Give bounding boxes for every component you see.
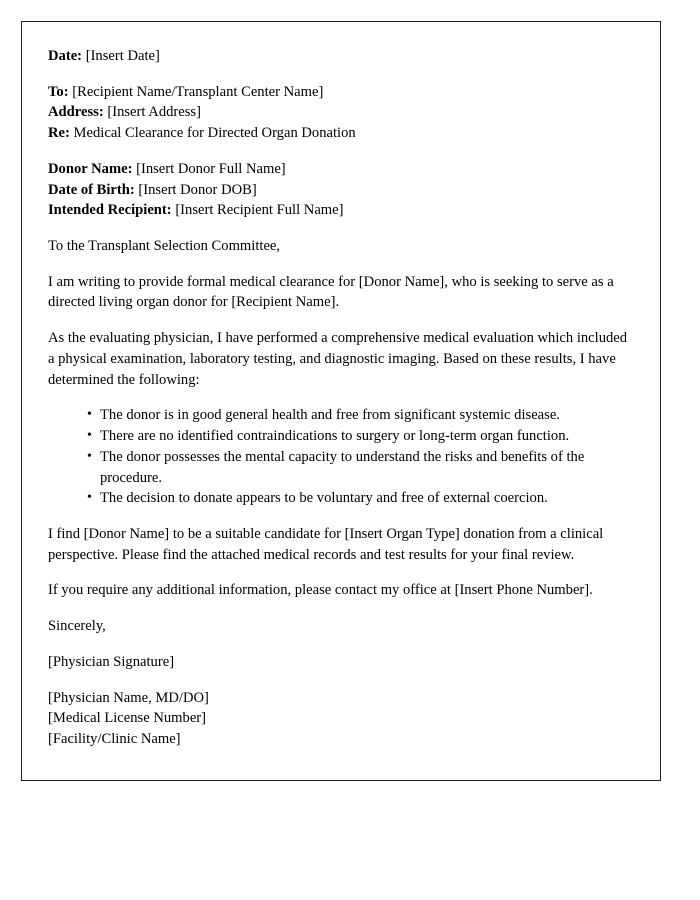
donor-name-label: Donor Name: <box>48 160 133 177</box>
date-of-birth-value: [Insert Donor DOB] <box>138 181 257 198</box>
paragraph-contact: If you require any additional information, please contact my office at [Insert Phone Number]. <box>48 582 593 599</box>
facility-clinic-name: [Facility/Clinic Name] <box>48 730 181 747</box>
salutation: To the Transplant Selection Committee, <box>48 238 281 255</box>
date-line <box>48 46 628 67</box>
addressee-block <box>48 82 628 144</box>
medical-license-number: [Medical License Number] <box>48 710 207 727</box>
re-value: Medical Clearance for Directed Organ Donation <box>73 125 356 142</box>
date-label: Date: <box>48 48 83 64</box>
date-of-birth-line <box>48 180 628 201</box>
re-label: Re: <box>48 125 70 142</box>
physician-name: [Physician Name, MD/DO] <box>48 689 209 706</box>
list-item: • There are no identified contraindications to surgery or long-term organ function. <box>88 426 628 447</box>
paragraph-conclusion: I find [Donor Name] to be a suitable candidate for [Insert Organ Type] donation from a clinical perspective. Please find the attached medical records and test results for your final review. <box>48 525 604 563</box>
list-item: • The donor is in good general health and free from significant systemic disease. <box>88 405 628 426</box>
paragraph-intent: I am writing to provide formal medical clearance for [Donor Name], who is seeking to serve as a directed living organ donor for [Recipient Name]. <box>48 273 614 311</box>
to-value: [Recipient Name/Transplant Center Name] <box>72 83 324 100</box>
intended-recipient-value: [Insert Recipient Full Name] <box>175 202 344 219</box>
address-line <box>48 102 628 123</box>
sign-off: Sincerely, <box>48 618 106 635</box>
intended-recipient-label: Intended Recipient: <box>48 202 172 219</box>
to-label: To: <box>48 83 69 100</box>
letter-body <box>48 46 628 750</box>
address-label: Address: <box>48 104 104 121</box>
donor-name-value: [Insert Donor Full Name] <box>136 160 286 177</box>
to-line <box>48 82 628 103</box>
re-line <box>48 123 628 144</box>
date-block <box>48 46 628 67</box>
date-of-birth-label: Date of Birth: <box>48 181 135 198</box>
signature-block <box>48 688 628 750</box>
intended-recipient-line <box>48 200 628 221</box>
paragraph-evaluation: As the evaluating physician, I have performed a comprehensive medical evaluation which included a physical examination, laboratory testing, and diagnostic imaging. Based on these results, I have determined the following: <box>48 330 628 388</box>
address-value: [Insert Address] <box>107 104 201 121</box>
list-item: • The decision to donate appears to be voluntary and free of external coercion. <box>88 488 628 509</box>
date-value: [Insert Date] <box>85 48 160 64</box>
donor-name-line <box>48 159 628 180</box>
document-page <box>21 21 661 781</box>
list-item: • The donor possesses the mental capacity to understand the risks and benefits of the procedure. <box>88 447 628 488</box>
findings-list <box>48 405 628 509</box>
parties-block <box>48 159 628 221</box>
signature-placeholder: [Physician Signature] <box>48 653 175 670</box>
